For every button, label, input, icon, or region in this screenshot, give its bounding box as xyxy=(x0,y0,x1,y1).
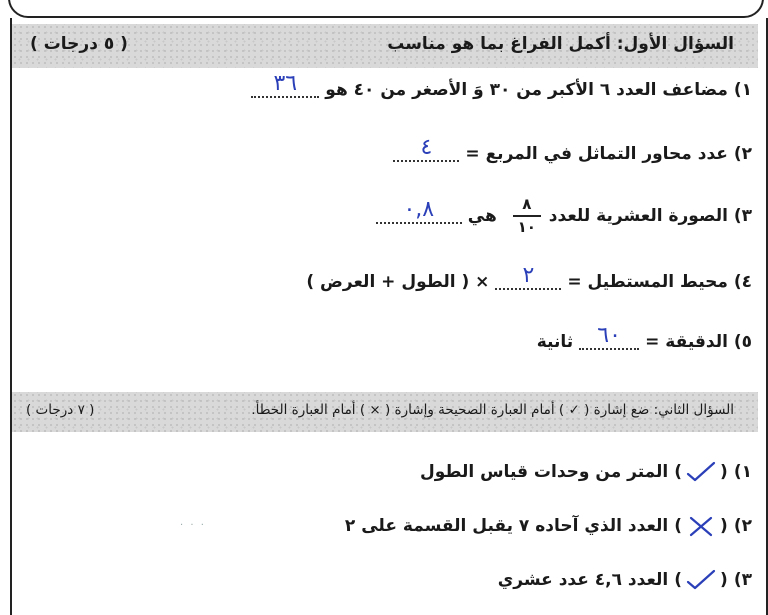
q2-header xyxy=(12,392,758,432)
q1-item-3-blank[interactable] xyxy=(376,196,462,224)
fraction-denominator: ١٠ xyxy=(517,217,536,236)
q2-item-3-answer-box[interactable]: ( ) xyxy=(674,570,728,590)
q2-title: السؤال الثاني: ضع إشارة ( ✓ ) أمام العبارة الصحيحة وإشارة ( × ) أمام العبارة الخطأ. xyxy=(251,402,734,418)
q1-item-4-answer: ٢ xyxy=(522,263,535,288)
q1-marks: ( ٥ درجات ) xyxy=(30,34,128,54)
q2-item-1-num: ١) xyxy=(733,462,752,482)
q2-item-3 xyxy=(498,568,752,592)
q1-item-5 xyxy=(536,323,752,352)
q2-item-2 xyxy=(345,514,752,538)
q1-item-4 xyxy=(306,263,752,292)
q1-item-2 xyxy=(393,135,752,164)
q1-item-4-text-after: × ( الطول + العرض ) xyxy=(306,272,490,292)
q1-item-1-answer: ٣٦ xyxy=(273,71,298,96)
q1-item-4-blank[interactable] xyxy=(495,263,561,290)
q2-item-1-text: المتر من وحدات قياس الطول xyxy=(420,462,669,482)
q1-item-1 xyxy=(251,71,752,100)
q1-item-3-text-after: هي xyxy=(467,205,497,226)
top-frame xyxy=(8,0,764,18)
q1-item-3-text: ٣) الصورة العشرية للعدد xyxy=(548,205,752,226)
q1-title: السؤال الأول: أكمل الفراغ بما هو مناسب xyxy=(387,34,734,54)
q2-item-1 xyxy=(420,460,752,484)
q1-item-5-text-after: ثانية xyxy=(536,332,574,352)
q1-item-4-text: ٤) محيط المستطيل = xyxy=(567,272,752,292)
q1-item-2-blank[interactable] xyxy=(393,135,459,162)
q1-item-1-blank[interactable] xyxy=(251,71,319,98)
q1-header xyxy=(12,24,758,68)
q2-item-1-answer-box[interactable]: ( ) xyxy=(674,462,728,482)
q1-item-2-text: ٢) عدد محاور التماثل في المربع = xyxy=(465,144,752,164)
cross-mark-icon xyxy=(684,514,718,538)
q2-item-2-num: ٢) xyxy=(733,516,752,536)
q1-item-2-answer: ٤ xyxy=(420,135,433,160)
q2-item-2-answer-box[interactable]: ( ) xyxy=(674,516,728,536)
check-mark-icon xyxy=(684,568,718,592)
fraction xyxy=(513,196,541,235)
q2-item-3-text: العدد ٤,٦ عدد عشري xyxy=(497,570,669,590)
q2-item-2-text: العدد الذي آحاده ٧ يقبل القسمة على ٢ xyxy=(344,516,669,536)
q1-item-3-answer: ٠,٨ xyxy=(403,196,435,222)
q2-marks: ( ٧ درجات ) xyxy=(26,402,95,418)
q1-item-5-text: ٥) الدقيقة = xyxy=(645,332,752,352)
q2-item-3-num: ٣) xyxy=(733,570,752,590)
check-mark-icon xyxy=(684,460,718,484)
scan-speck: · · · xyxy=(180,520,206,531)
q1-item-5-blank[interactable] xyxy=(579,323,639,350)
q1-item-1-text: ١) مضاعف العدد ٦ الأكبر من ٣٠ وَ الأصغر من ٤٠ هو xyxy=(325,80,752,100)
fraction-numerator: ٨ xyxy=(522,195,532,213)
q1-item-5-answer: ٦٠ xyxy=(597,323,621,348)
q1-item-3 xyxy=(376,196,752,235)
